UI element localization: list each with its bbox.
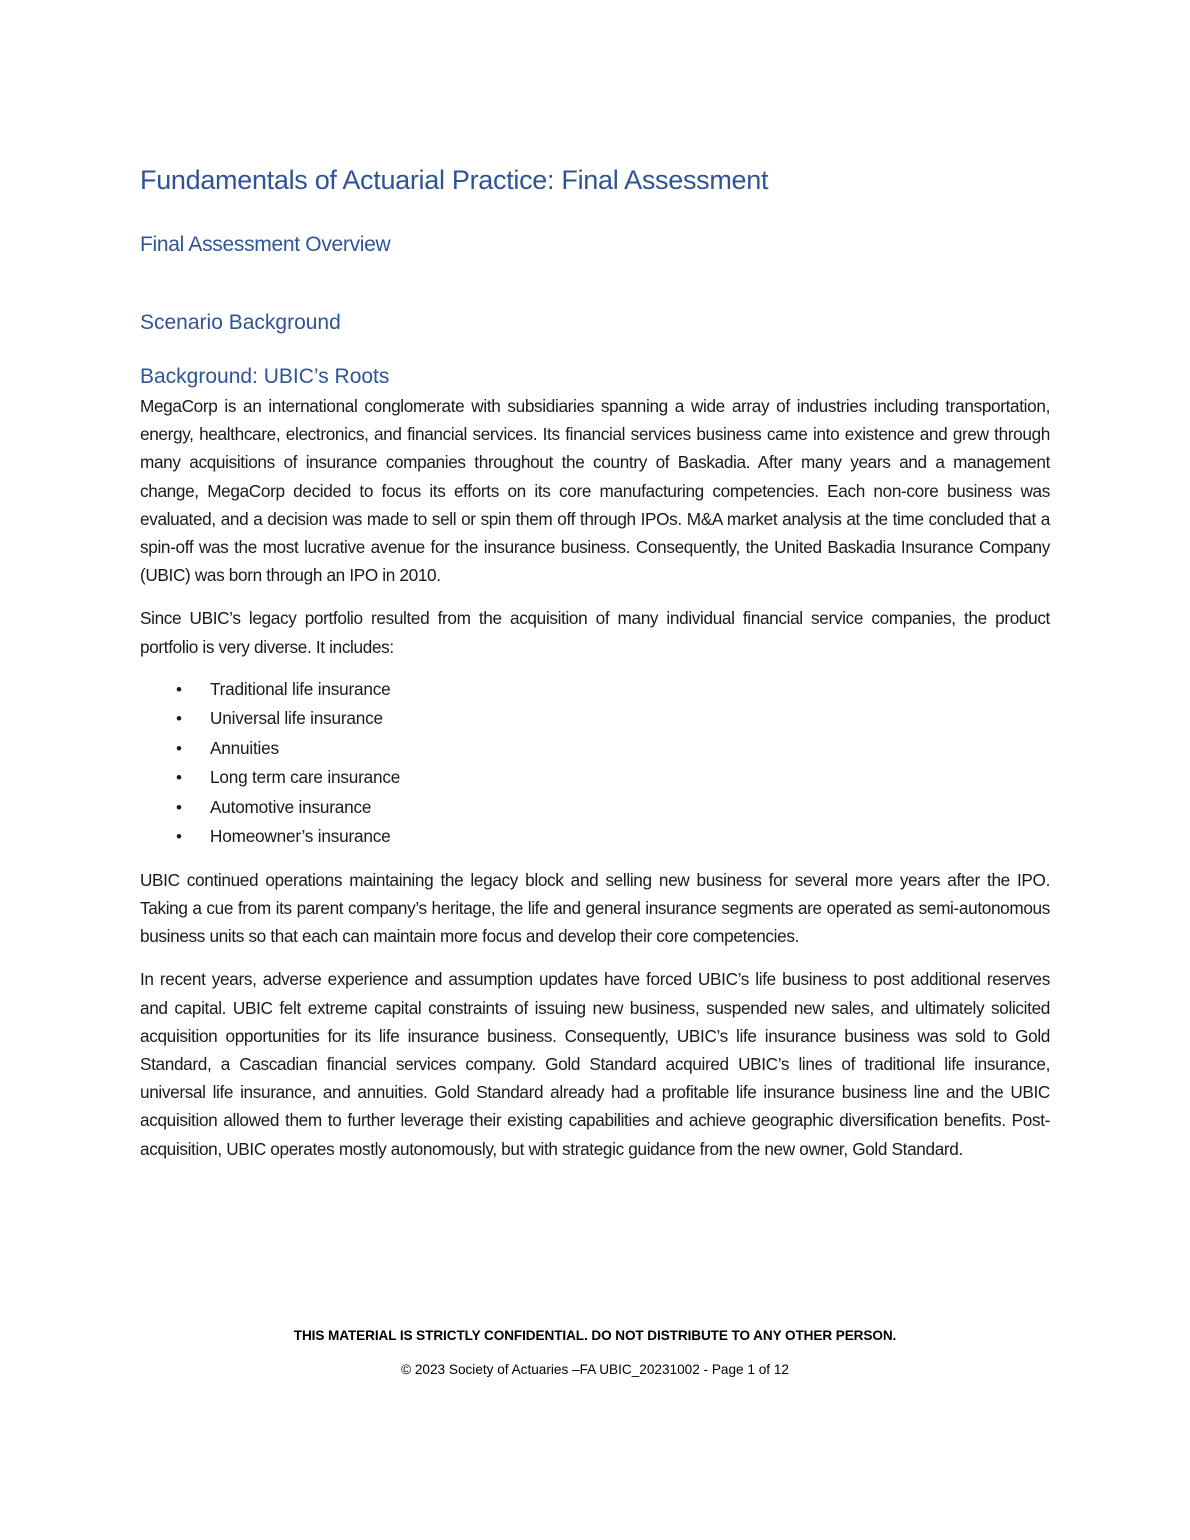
list-item	[140, 734, 1050, 764]
bullet-icon: •	[176, 709, 182, 729]
list-item-label: Homeowner’s insurance	[210, 826, 391, 847]
list-item-label: Traditional life insurance	[210, 678, 391, 699]
roots-heading: Background: UBIC’s Roots	[140, 365, 390, 388]
bullet-icon: •	[176, 827, 182, 847]
document-title: Fundamentals of Actuarial Practice: Final Assessment	[140, 165, 769, 195]
list-item-label: Long term care insurance	[210, 767, 401, 788]
list-item	[140, 704, 1050, 734]
bullet-icon: •	[176, 797, 182, 817]
confidentiality-notice: THIS MATERIAL IS STRICTLY CONFIDENTIAL. DO NOT DISTRIBUTE TO ANY OTHER PERSON.	[293, 1328, 897, 1343]
paragraph-acquisition: In recent years, adverse experience and assumption updates have forced UBIC’s life business to post additional reserves and capital. UBIC felt extreme capital constraints of issuing new business, suspended new sales, and ultimately solicited acquisition opportunities for its life insurance business. Consequently, UBIC’s life insurance business was sold to Gold Standard, a Cascadian financial services company. Gold Standard acquired UBIC’s lines of traditional life insurance, universal life insurance, and annuities. Gold Standard already had a profitable life insurance business line and the UBIC acquisition allowed them to further leverage their existing capabilities and achieve geographic diversification benefits. Post-acquisition, UBIC operates mostly autonomously, but with strategic guidance from the new owner, Gold Standard.	[140, 969, 1050, 1159]
list-item-label: Automotive insurance	[210, 796, 372, 817]
paragraph-megacorp: MegaCorp is an international conglomerate with subsidiaries spanning a wide array of industries including transportation, energy, healthcare, electronics, and financial services. Its financial services business came into existence and grew through many acquisitions of insurance companies throughout the country of Baskadia. After many years and a management change, MegaCorp decided to focus its efforts on its core manufacturing competencies. Each non-core business was evaluated, and a decision was made to sell or spin them off through IPOs. M&A market analysis at the time concluded that a spin-off was the most lucrative avenue for the insurance business. Consequently, the United Baskadia Insurance Company (UBIC) was born through an IPO in 2010.	[140, 396, 1050, 586]
paragraph-portfolio: Since UBIC’s legacy portfolio resulted from the acquisition of many individual financial service companies, the product portfolio is very diverse. It includes:	[140, 608, 1050, 657]
list-item	[140, 793, 1050, 823]
list-item	[140, 763, 1050, 793]
bullet-icon: •	[176, 738, 182, 758]
list-item	[140, 675, 1050, 705]
overview-heading: Final Assessment Overview	[140, 233, 391, 256]
list-item	[140, 822, 1050, 852]
list-item-label: Universal life insurance	[210, 708, 383, 729]
bullet-icon: •	[176, 768, 182, 788]
copyright-footer: © 2023 Society of Actuaries –FA UBIC_20231002 - Page 1 of 12	[401, 1362, 789, 1377]
bullet-icon: •	[176, 679, 182, 699]
product-list	[140, 675, 1050, 852]
document-body	[140, 160, 1050, 1163]
paragraph-operations: UBIC continued operations maintaining the legacy block and selling new business for several more years after the IPO. Taking a cue from its parent company’s heritage, the life and general insurance segments are operated as semi-autonomous business units so that each can maintain more focus and develop their core competencies.	[140, 869, 1050, 947]
scenario-heading: Scenario Background	[140, 311, 341, 334]
list-item-label: Annuities	[210, 737, 279, 758]
